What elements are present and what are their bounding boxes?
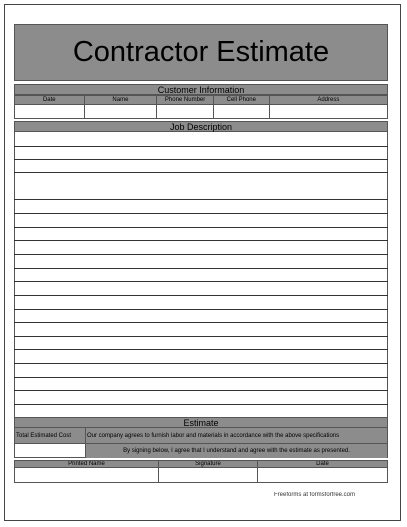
job-description-line[interactable] (14, 213, 388, 214)
signature-columns-header (14, 460, 388, 468)
printed-name-field[interactable] (15, 468, 159, 482)
customer-values-row (14, 105, 388, 119)
column-cell-phone: Cell Phone (214, 96, 270, 104)
customer-section-header: Customer Information (14, 84, 388, 95)
agreement-text: Our company agrees to furnish labor and materials in accordance with the above specifications (86, 428, 388, 444)
job-description-area[interactable] (14, 132, 388, 417)
job-description-line[interactable] (14, 268, 388, 269)
job-description-line[interactable] (14, 199, 388, 200)
signature-field[interactable] (159, 468, 258, 482)
estimate-section-header: Estimate (14, 417, 388, 428)
job-description-line[interactable] (14, 309, 388, 310)
job-description-line[interactable] (14, 349, 388, 350)
column-printed-name: Printed Name (15, 461, 159, 467)
form-title: Contractor Estimate (14, 24, 388, 81)
job-description-line[interactable] (14, 295, 388, 296)
column-phone-number: Phone Number (157, 96, 214, 104)
date-field[interactable] (15, 105, 85, 118)
column-sign-date: Date (316, 461, 329, 467)
job-description-line[interactable] (14, 254, 388, 255)
job-section-header: Job Description (14, 121, 388, 132)
column-date: Date (15, 96, 85, 104)
name-field[interactable] (85, 105, 158, 118)
footer-credit: Freeforms at formsforfree.com (274, 492, 356, 498)
column-name: Name (85, 96, 158, 104)
job-description-line[interactable] (14, 363, 388, 364)
job-description-line[interactable] (14, 227, 388, 228)
job-description-line[interactable] (14, 322, 388, 323)
job-description-line[interactable] (14, 336, 388, 337)
total-estimated-cost-label: Total Estimated Cost (14, 428, 86, 444)
address-field[interactable] (270, 105, 387, 118)
job-description-line[interactable] (14, 240, 388, 241)
job-description-line[interactable] (14, 159, 388, 160)
job-description-line[interactable] (14, 404, 388, 405)
signing-text: By signing below, I agree that I understand and agree with the estimate as presented. (86, 444, 388, 458)
phone-number-field[interactable] (157, 105, 214, 118)
total-estimated-cost-field[interactable] (14, 444, 86, 458)
job-description-line[interactable] (14, 390, 388, 391)
column-signature: Signature (159, 461, 258, 467)
job-description-line[interactable] (14, 281, 388, 282)
job-description-line[interactable] (14, 377, 388, 378)
signature-values-row (14, 468, 388, 483)
job-description-line[interactable] (14, 146, 388, 147)
sign-date-field[interactable] (258, 468, 387, 482)
cell-phone-field[interactable] (214, 105, 270, 118)
customer-columns-header (14, 95, 388, 105)
column-address: Address (317, 97, 340, 103)
job-description-line[interactable] (14, 172, 388, 173)
